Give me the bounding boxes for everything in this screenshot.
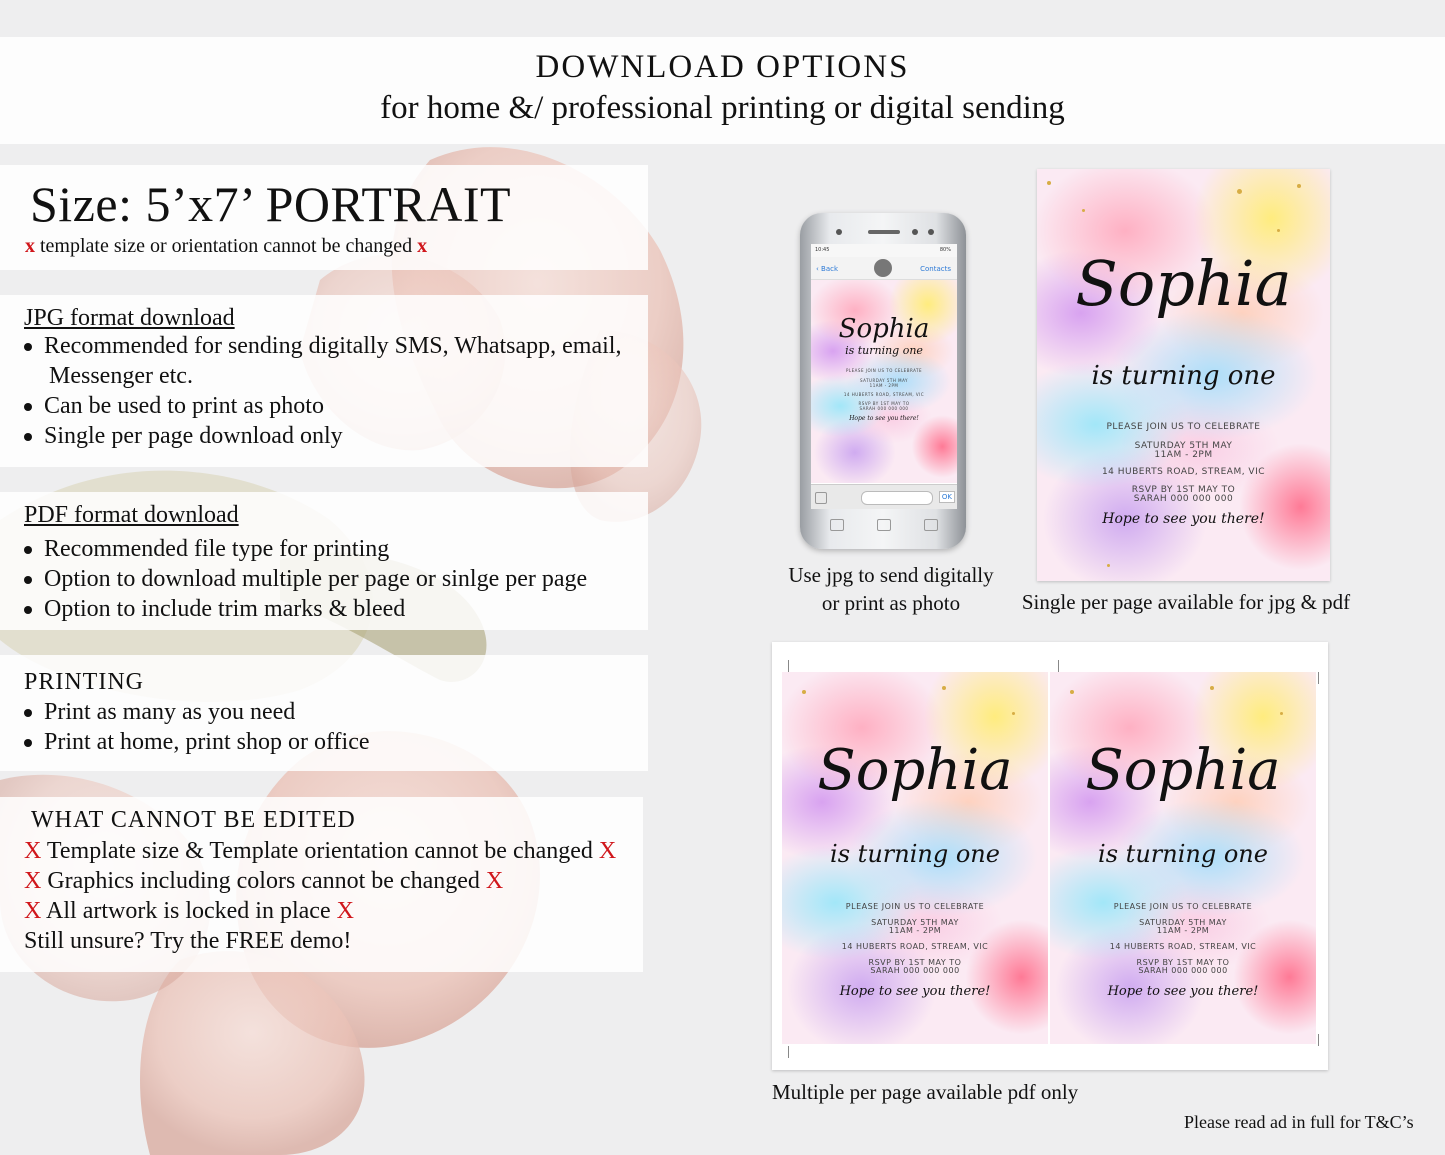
bullet-icon — [24, 606, 32, 614]
jpg-title: JPG format download — [24, 305, 235, 331]
gold-fleck — [1297, 184, 1301, 188]
contacts-link[interactable]: Contacts — [920, 265, 951, 273]
size-note — [25, 235, 427, 258]
list-item: Print as many as you need — [24, 699, 295, 726]
invite-subtitle: is turning one — [830, 840, 1000, 868]
cannot-edit-panel — [0, 797, 643, 972]
invite-subtitle: is turning one — [1098, 840, 1268, 868]
list-item: Can be used to print as photo — [24, 393, 324, 420]
printing-title: PRINTING — [24, 669, 144, 695]
invite-subtitle: is turning one — [845, 344, 923, 357]
sensor-icon — [912, 229, 918, 235]
back-nav-icon — [830, 519, 844, 531]
page-title: DOWNLOAD OPTIONS — [535, 49, 910, 85]
list-item: Recommended file type for printing — [24, 536, 389, 563]
bullet-icon — [24, 343, 32, 351]
trim-mark — [788, 660, 789, 672]
invitation-copy-2: Sophia is turning one PLEASE JOIN US TO CELEBRATE SATURDAY 5TH MAY 11AM - 2PM 14 HUBERTS ROAD, STREAM, VIC RSVP BY 1ST MAY TO SARAH 000 000 000 Hope to see you there! — [1050, 672, 1316, 1044]
x-mark-icon: X — [24, 838, 42, 864]
x-mark-icon: X — [336, 898, 354, 924]
avatar-icon — [874, 259, 892, 277]
list-item: X Template size & Template orientation cannot be changed X — [24, 838, 617, 864]
phone-mockup — [800, 213, 966, 549]
x-mark-icon: X — [24, 898, 42, 924]
list-item: X All artwork is locked in place X — [24, 898, 354, 924]
header-banner — [0, 37, 1445, 144]
invite-name: Sophia — [817, 738, 1013, 803]
bullet-icon — [24, 433, 32, 441]
single-caption: Single per page available for jpg & pdf — [1021, 590, 1351, 614]
gold-fleck — [1012, 712, 1015, 715]
status-bar: 10:45 80% — [811, 244, 957, 257]
gold-fleck — [1277, 229, 1280, 232]
bullet-icon — [24, 403, 32, 411]
gold-fleck — [1082, 209, 1085, 212]
trim-mark — [788, 1046, 789, 1058]
cannot-edit-title: WHAT CANNOT BE EDITED — [31, 807, 356, 833]
message-input[interactable] — [861, 491, 933, 505]
pdf-title: PDF format download — [24, 502, 239, 528]
gold-fleck — [1070, 690, 1074, 694]
multiple-caption: Multiple per page available pdf only — [772, 1080, 1079, 1104]
home-icon — [877, 519, 891, 531]
x-mark-icon: x — [25, 235, 35, 257]
bullet-icon — [24, 576, 32, 584]
bullet-icon — [24, 709, 32, 717]
send-button[interactable]: OK — [939, 491, 955, 503]
invite-name: Sophia — [1075, 247, 1292, 320]
phone-caption: Use jpg to send digitally or print as photo — [788, 563, 994, 615]
printing-panel — [0, 655, 648, 771]
multi-page-sheet — [772, 642, 1328, 1070]
invite-name: Sophia — [1085, 738, 1281, 803]
gold-fleck — [1107, 564, 1110, 567]
invite-subtitle: is turning one — [1091, 361, 1276, 391]
demo-note: Still unsure? Try the FREE demo! — [24, 928, 352, 954]
list-item-continuation: Messenger etc. — [49, 363, 193, 389]
invite-name: Sophia — [838, 314, 930, 344]
x-mark-icon: x — [417, 235, 428, 257]
list-item: Single per page download only — [24, 423, 343, 450]
back-button[interactable]: ‹ Back — [816, 265, 839, 273]
gold-fleck — [1237, 189, 1242, 194]
message-input-bar — [811, 484, 957, 509]
camera-icon — [836, 229, 842, 235]
sensor-icon — [928, 229, 934, 235]
menu-icon — [924, 519, 938, 531]
trim-mark — [1318, 1034, 1319, 1046]
terms-note: Please read ad in full for T&C’s — [1184, 1112, 1414, 1132]
gold-fleck — [1280, 712, 1283, 715]
gold-fleck — [942, 686, 946, 690]
speaker-icon — [868, 230, 900, 234]
phone-screen — [811, 244, 957, 509]
trim-mark — [1058, 660, 1059, 672]
pdf-panel — [0, 492, 648, 630]
trim-mark — [1318, 672, 1319, 684]
list-item: X Graphics including colors cannot be changed X — [24, 868, 504, 894]
single-invitation-card: Sophia is turning one PLEASE JOIN US TO CELEBRATE SATURDAY 5TH MAY 11AM - 2PM 14 HUBERTS ROAD, STREAM, VIC RSVP BY 1ST MAY TO SARAH 000 000 000 Hope to see you there! — [1037, 169, 1330, 581]
size-title: Size: 5’x7’ PORTRAIT — [30, 176, 512, 232]
bullet-icon — [24, 739, 32, 747]
list-item: Print at home, print shop or office — [24, 729, 370, 756]
gold-fleck — [1047, 181, 1051, 185]
gold-fleck — [802, 690, 806, 694]
message-nav-bar — [811, 257, 957, 280]
x-mark-icon: X — [598, 838, 617, 864]
x-mark-icon: X — [24, 868, 42, 894]
list-item: Option to download multiple per page or sinlge per page — [24, 566, 587, 593]
camera-icon[interactable] — [815, 492, 827, 504]
bullet-icon — [24, 546, 32, 554]
list-item: Recommended for sending digitally SMS, Whatsapp, email, — [24, 333, 621, 360]
size-panel — [0, 165, 648, 270]
phone-invitation-preview: Sophia is turning one PLEASE JOIN US TO CELEBRATE SATURDAY 5TH MAY 11AM - 2PM 14 HUBERTS ROAD, STREAM, VIC RSVP BY 1ST MAY TO SARAH 000 000 000 Hope to see you there! — [811, 280, 957, 483]
invitation-copy-1: Sophia is turning one PLEASE JOIN US TO CELEBRATE SATURDAY 5TH MAY 11AM - 2PM 14 HUBERTS ROAD, STREAM, VIC RSVP BY 1ST MAY TO SARAH 000 000 000 Hope to see you there! — [782, 672, 1048, 1044]
gold-fleck — [1210, 686, 1214, 690]
jpg-panel — [0, 295, 648, 467]
x-mark-icon: X — [485, 868, 504, 894]
size-note-text: template size or orientation cannot be changed — [35, 235, 418, 257]
list-item: Option to include trim marks & bleed — [24, 596, 405, 623]
page-subtitle: for home &/ professional printing or digital sending — [380, 90, 1065, 126]
